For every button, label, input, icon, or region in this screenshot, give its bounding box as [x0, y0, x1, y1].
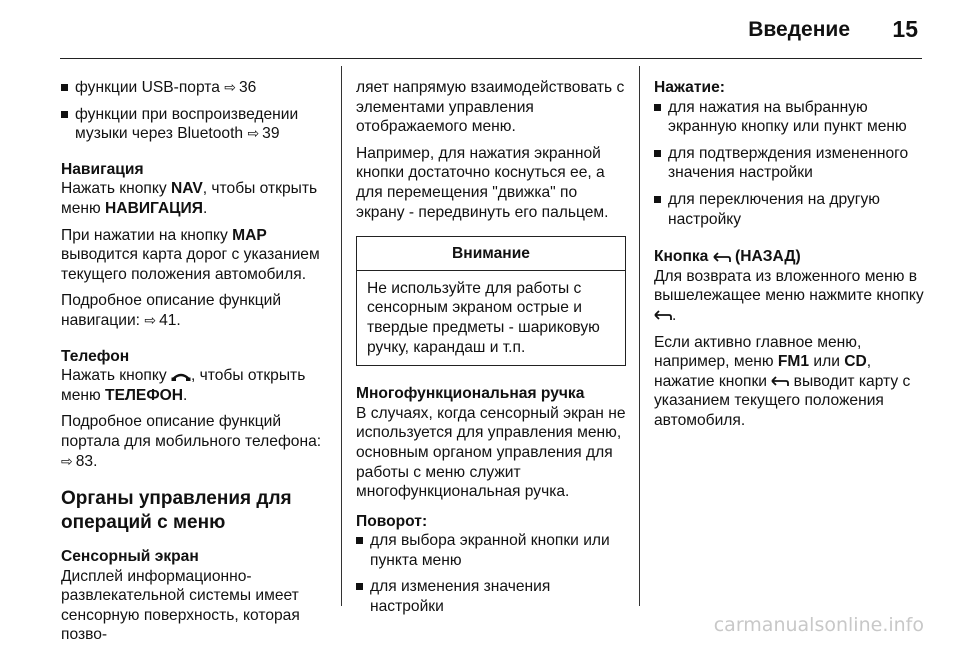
cd-key: CD — [844, 353, 867, 371]
section-heading: Многофункциональная ручка — [356, 385, 585, 403]
menu-name: ТЕЛЕФОН — [105, 386, 184, 404]
list-item: функции при воспроизведении музыки через Bluetooth ⇨ 39 — [61, 105, 329, 144]
page-ref: ⇨ 83. — [61, 453, 97, 470]
list-item: для выбора экранной кнопки или пункта меню — [356, 531, 626, 570]
paragraph: В случаях, когда сенсорный экран не используется для управления меню, основным органом управления для работы с меню служит многофункциональная ручка. — [356, 404, 626, 501]
paragraph: Нажать кнопку , чтобы открыть меню ТЕЛЕФОН. — [61, 367, 306, 404]
list-item: функции USB-порта ⇨ 36 — [61, 78, 329, 98]
section-heading: Поворот: — [356, 512, 428, 530]
list-item: для нажатия на выбранную экранную кнопку или пункт меню — [654, 98, 926, 137]
paragraph: Подробное описание функций портала для мобильного телефона: ⇨ 83. — [61, 412, 329, 471]
menu-name: НАВИГАЦИЯ — [105, 199, 203, 217]
list-item: для подтверждения измененного значения настройки — [654, 144, 926, 183]
phone-icon — [171, 371, 191, 382]
section-heading: Телефон — [61, 347, 130, 365]
paragraph: Если активно главное меню, например, меню FM1 или CD, нажатие кнопки выводит карту с указанием текущего положения автомобиля. — [654, 333, 911, 429]
back-icon — [771, 376, 789, 387]
watermark: carmanualsonline.info — [713, 614, 924, 636]
column-2 — [356, 78, 626, 624]
fm1-key: FM1 — [777, 353, 810, 371]
section-heading: Нажатие: — [654, 79, 725, 96]
page-title: Введение — [748, 18, 850, 41]
notice-title: Внимание — [357, 237, 625, 271]
list-item: для изменения значения настройки — [356, 577, 626, 616]
back-icon — [654, 310, 672, 321]
notice-box — [356, 236, 626, 366]
paragraph: Для возврата из вложенного меню в вышележащее меню нажмите кнопку . — [654, 267, 924, 324]
column-divider — [341, 66, 342, 606]
paragraph: Нажать кнопку NAV, чтобы открыть меню НАВИГАЦИЯ. — [61, 180, 318, 217]
section-heading: Кнопка (НАЗАД) — [654, 248, 801, 266]
page-ref: ⇨ 41. — [144, 312, 180, 329]
page-header — [60, 0, 922, 59]
section-heading: Сенсорный экран — [61, 548, 199, 566]
page-number: 15 — [892, 16, 918, 42]
back-icon — [713, 252, 731, 263]
paragraph: ляет напрямую взаимодействовать с элементами управления отображаемого меню. — [356, 79, 625, 136]
notice-body: Не используйте для работы с сенсорным экраном острые и твердые предметы - шариковую ручку, карандаш и т.п. — [367, 279, 600, 356]
nav-key: NAV — [170, 180, 203, 198]
paragraph: Подробное описание функций навигации: ⇨ 41. — [61, 291, 329, 330]
column-divider — [639, 66, 640, 606]
paragraph: При нажатии на кнопку MAP выводится карта дорог с указанием текущего положения автомобиля. — [61, 226, 320, 283]
list-item: для переключения на другую настройку — [654, 190, 926, 229]
map-key: MAP — [232, 226, 267, 244]
paragraph: Например, для нажатия экранной кнопки достаточно коснуться ее, а для перемещения "движка" по экрану - передвинуть его пальцем. — [356, 144, 609, 221]
paragraph: Дисплей информационно-развлекательной системы имеет сенсорную поверхность, которая позво- — [61, 567, 300, 644]
column-3 — [654, 78, 926, 438]
column-1 — [61, 78, 329, 652]
page-ref: ⇨ 39 — [247, 125, 279, 142]
page-ref: ⇨ 36 — [224, 79, 256, 96]
section-heading: Навигация — [61, 160, 144, 178]
section-title: Органы управления для операций с меню — [61, 488, 292, 534]
